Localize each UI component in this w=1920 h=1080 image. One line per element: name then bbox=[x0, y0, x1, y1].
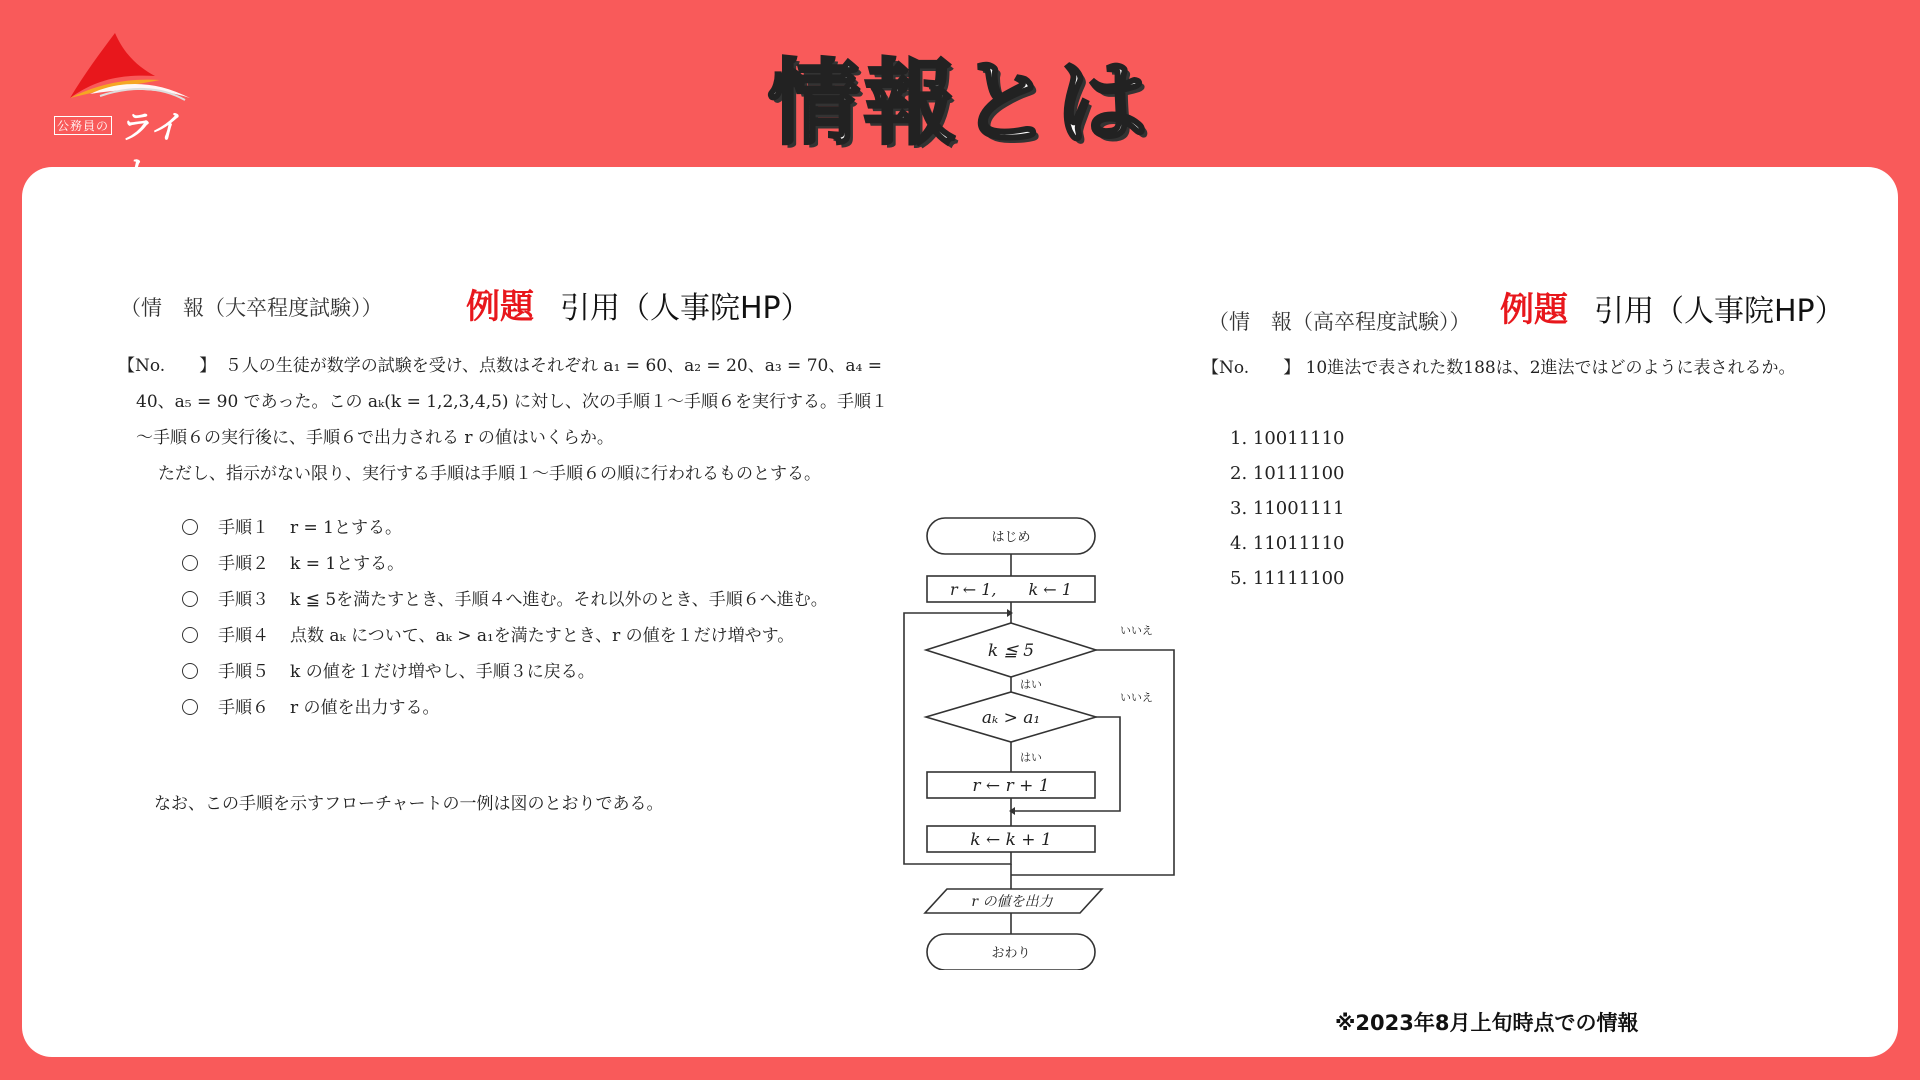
logo-small-text: 公務員の bbox=[54, 116, 112, 135]
circle-icon bbox=[182, 627, 198, 643]
choice-item: 5. 11111100 bbox=[1230, 568, 1345, 589]
right-source-label: 引用（人事院HP） bbox=[1594, 294, 1845, 329]
question-line: 40、a₅ = 90 であった。この aₖ(k = 1,2,3,4,5) に対し、次の手順１～手順６を実行する。手順１ bbox=[136, 392, 888, 412]
choice-item: 4. 11011110 bbox=[1230, 533, 1345, 554]
step-item: 手順５ k の値を１だけ増やし、手順３に戻る。 bbox=[182, 654, 882, 690]
footer-note: ※2023年8月上旬時点での情報 bbox=[1335, 1011, 1639, 1035]
fc-yes-label: はい bbox=[1020, 751, 1042, 764]
choice-item: 3. 11001111 bbox=[1230, 498, 1345, 519]
fc-no-label: いいえ bbox=[1120, 624, 1153, 637]
right-reidai-label: 例題 bbox=[1500, 290, 1568, 330]
circle-icon bbox=[182, 591, 198, 607]
right-question: 【No. 】 10進法で表された数188は、2進法ではどのように表されるか。 bbox=[1202, 358, 1796, 378]
left-reidai-label: 例題 bbox=[466, 287, 534, 327]
fc-end-label: おわり bbox=[991, 946, 1031, 961]
choice-item: 2. 10111100 bbox=[1230, 463, 1345, 484]
fc-no-label: いいえ bbox=[1120, 691, 1153, 704]
left-heading-label: （情 報（大卒程度試験）） bbox=[120, 296, 383, 320]
fc-cond2-label: aₖ > a₁ bbox=[981, 708, 1041, 728]
fc-inc-r-label: r ← r + 1 bbox=[972, 776, 1050, 796]
circle-icon bbox=[182, 519, 198, 535]
fc-cond1-label: k ≦ 5 bbox=[987, 641, 1035, 661]
fc-yes-label: はい bbox=[1020, 678, 1042, 691]
page-title: 情報とは bbox=[767, 50, 1152, 157]
choice-item: 1. 10011110 bbox=[1230, 428, 1345, 449]
question-line: 【No. 】 ５人の生徒が数学の試験を受け、点数はそれぞれ a₁ = 60、a₂ = 20、a₃ = 70、a₄ = bbox=[118, 356, 882, 376]
step-item: 手順６ r の値を出力する。 bbox=[182, 690, 882, 726]
fc-init-label: r ← 1, k ← 1 bbox=[950, 580, 1072, 599]
left-question bbox=[118, 348, 968, 492]
content-panel bbox=[22, 167, 1898, 1057]
fc-start-label: はじめ bbox=[991, 530, 1031, 545]
right-heading-label: （情 報（高卒程度試験）） bbox=[1208, 310, 1471, 334]
logo-brand-text: ライ bbox=[118, 108, 182, 146]
fc-inc-k-label: k ← k + 1 bbox=[970, 830, 1052, 850]
steps-list bbox=[182, 510, 882, 726]
question-line: ～手順６の実行後に、手順６で出力される r の値はいくらか。 bbox=[136, 428, 614, 448]
circle-icon bbox=[182, 555, 198, 571]
question-line: ただし、指示がない限り、実行する手順は手順１～手順６の順に行われるものとする。 bbox=[158, 464, 821, 484]
step-item: 手順４ 点数 aₖ について、aₖ > a₁を満たすとき、r の値を１だけ増やす。 bbox=[182, 618, 882, 654]
circle-icon bbox=[182, 699, 198, 715]
step-item: 手順１ r = 1とする。 bbox=[182, 510, 882, 546]
circle-icon bbox=[182, 663, 198, 679]
step-item: 手順３ k ≦ 5を満たすとき、手順４へ進む。それ以外のとき、手順６へ進む。 bbox=[182, 582, 882, 618]
step-item: 手順２ k = 1とする。 bbox=[182, 546, 882, 582]
left-source-label: 引用（人事院HP） bbox=[560, 291, 811, 326]
closing-text: なお、この手順を示すフローチャートの一例は図のとおりである。 bbox=[154, 794, 664, 814]
fc-output-label: r の値を出力 bbox=[971, 894, 1053, 910]
flowchart bbox=[892, 510, 1192, 970]
choices-list bbox=[1230, 421, 1345, 596]
